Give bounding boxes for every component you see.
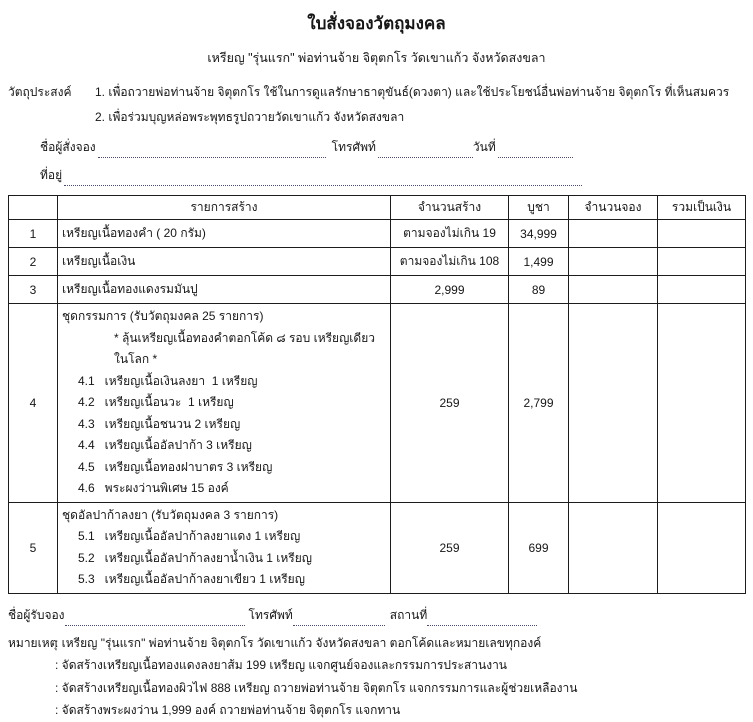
- item-title-line: ชุดกรรมการ (รับวัตถุมงคล 25 รายการ): [62, 309, 264, 323]
- note-text-3: : จัดสร้างเหรียญเนื้อทองผิวไฟ 888 เหรียญ ถวายพ่อท่านจ้าย จิตุตกโร แจกกรรมการและผู้ช่วยเหลืองาน: [55, 680, 578, 695]
- header-total-amount: รวมเป็นเงิน: [658, 196, 746, 220]
- header-quantity-ordered: จำนวนจอง: [569, 196, 658, 220]
- page-subtitle: เหรียญ "รุ่นแรก" พ่อท่านจ้าย จิตุตกโร วัดเขาแก้ว จังหวัดสงขลา: [207, 51, 546, 65]
- quantity-made-cell: ตามจองไม่เกิน 108: [391, 248, 509, 276]
- item-title-line: เหรียญเนื้อเงิน: [62, 253, 136, 268]
- purpose-item-1: 1. เพื่อถวายพ่อท่านจ้าย จิตุตกโร ใช้ในการดูแลรักษาธาตุขันธ์(ดวงตา) และใช้ประโยชน์อื่นพ่อท่านจ้าย จิตุตกโร ที่เห็นสมควร: [95, 85, 730, 99]
- receiver-name-label: ชื่อผู้รับจอง: [8, 607, 65, 622]
- receiver-phone-label: โทรศัพท์: [248, 607, 293, 622]
- note-row-2: [8, 654, 745, 677]
- item-sub-line: 5.3 เหรียญเนื้ออัลปาก้าลงยาเขียว 1 เหรียญ: [78, 572, 305, 586]
- orderer-line: [40, 136, 745, 158]
- orderer-name-label: ชื่อผู้สั่งจอง: [40, 140, 96, 154]
- notes-section: [8, 632, 745, 722]
- row-number-cell: 1: [9, 220, 58, 248]
- header-quantity-made: จำนวนสร้าง: [391, 196, 509, 220]
- table-header-row: [9, 196, 746, 220]
- note-text-1: : เหรียญ "รุ่นแรก" พ่อท่านจ้าย จิตุตกโร วัดเขาแก้ว จังหวัดสงขลา ตอกโค้ดและหมายเลขทุกองค์: [55, 635, 542, 650]
- item-sub-line: 5.2 เหรียญเนื้ออัลปาก้าลงยาน้ำเงิน 1 เหรียญ: [78, 550, 312, 565]
- item-sub-line: 4.5 เหรียญเนื้อทองฝาบาตร 3 เหรียญ: [78, 459, 273, 474]
- header-price: บูชา: [509, 196, 569, 220]
- item-description-cell: [58, 304, 391, 503]
- item-sub-line: 4.2 เหรียญเนื้อนวะ 1 เหรียญ: [78, 395, 234, 409]
- purpose-items: [95, 80, 729, 130]
- item-title-line: ชุดอัลปาก้าลงยา (รับวัตถุมงคล 3 รายการ): [62, 507, 279, 522]
- item-description-cell: [58, 502, 391, 593]
- receiver-phone-field[interactable]: [293, 610, 385, 626]
- receiver-place-label: สถานที่: [389, 607, 428, 622]
- item-description-cell: [58, 276, 391, 304]
- row-number-cell: 2: [9, 248, 58, 276]
- row-number-cell: 3: [9, 276, 58, 304]
- row-number-cell: 4: [9, 304, 58, 503]
- total-amount-cell[interactable]: [658, 304, 746, 503]
- item-description-cell: [58, 220, 391, 248]
- purpose-item-2: 2. เพื่อร่วมบุญหล่อพระพุทธรูปถวายวัดเขาแก้ว จังหวัดสงขลา: [95, 110, 405, 124]
- table-row: [9, 304, 746, 503]
- price-cell: 699: [509, 502, 569, 593]
- order-table-body: [9, 220, 746, 594]
- table-row: [9, 220, 746, 248]
- header-item: รายการสร้าง: [58, 196, 391, 220]
- price-cell: 34,999: [509, 220, 569, 248]
- orderer-date-label: วันที่: [472, 140, 496, 154]
- item-sub-line: 4.4 เหรียญเนื้ออัลปาก้า 3 เหรียญ: [78, 438, 252, 452]
- item-title-line: เหรียญเนื้อทองคำ ( 20 กรัม): [62, 225, 206, 240]
- price-cell: 1,499: [509, 248, 569, 276]
- orderer-phone-label: โทรศัพท์: [331, 140, 376, 154]
- quantity-made-cell: 259: [391, 502, 509, 593]
- price-cell: 2,799: [509, 304, 569, 503]
- note-text-2: : จัดสร้างเหรียญเนื้อทองแดงลงยาส้ม 199 เหรียญ แจกศูนย์จองและกรรมการประสานงาน: [55, 658, 508, 672]
- quantity-ordered-cell[interactable]: [569, 248, 658, 276]
- total-amount-cell[interactable]: [658, 248, 746, 276]
- quantity-made-cell: 259: [391, 304, 509, 503]
- orderer-phone-field[interactable]: [378, 142, 473, 158]
- item-title-line: เหรียญเนื้อทองแดงรมมันปู: [62, 281, 198, 296]
- note-text-4: : จัดสร้างพระผงว่าน 1,999 องค์ ถวายพ่อท่านจ้าย จิตุตกโร แจกทาน: [55, 703, 401, 717]
- quantity-ordered-cell[interactable]: [569, 276, 658, 304]
- purpose-section: [8, 80, 745, 130]
- item-description-cell: [58, 248, 391, 276]
- address-label: ที่อยู่: [40, 168, 63, 182]
- item-sub-line: 4.3 เหรียญเนื้อชนวน 2 เหรียญ: [78, 416, 241, 431]
- quantity-made-cell: ตามจองไม่เกิน 19: [391, 220, 509, 248]
- quantity-ordered-cell[interactable]: [569, 220, 658, 248]
- page-title: ใบสั่งจองวัตถุมงคล: [307, 14, 446, 33]
- row-number-cell: 5: [9, 502, 58, 593]
- quantity-made-cell: 2,999: [391, 276, 509, 304]
- table-row: [9, 248, 746, 276]
- order-table: [8, 195, 746, 594]
- item-sub-line: 4.1 เหรียญเนื้อเงินลงยา 1 เหรียญ: [78, 373, 258, 388]
- notes-label: หมายเหตุ: [8, 635, 58, 650]
- quantity-ordered-cell[interactable]: [569, 304, 658, 503]
- total-amount-cell[interactable]: [658, 276, 746, 304]
- table-row: [9, 502, 746, 593]
- item-highlight-line: * ลุ้นเหรียญเนื้อทองคำตอกโค้ด ๘ รอบ เหรียญเดียวในโลก *: [114, 330, 375, 366]
- orderer-name-field[interactable]: [98, 142, 326, 158]
- item-sub-line: 4.6 พระผงว่านพิเศษ 15 องค์: [78, 481, 229, 495]
- item-sub-line: 5.1 เหรียญเนื้ออัลปาก้าลงยาแดง 1 เหรียญ: [78, 529, 301, 543]
- note-row-3: [8, 677, 745, 700]
- table-row: [9, 276, 746, 304]
- quantity-ordered-cell[interactable]: [569, 502, 658, 593]
- receiver-place-field[interactable]: [427, 610, 537, 626]
- receiver-line: [8, 604, 745, 626]
- note-row-4: [8, 699, 745, 722]
- total-amount-cell[interactable]: [658, 502, 746, 593]
- receiver-name-field[interactable]: [65, 610, 245, 626]
- price-cell: 89: [509, 276, 569, 304]
- orderer-date-field[interactable]: [498, 142, 573, 158]
- purpose-label: วัตถุประสงค์: [8, 85, 72, 99]
- address-line: [40, 164, 745, 186]
- note-row-1: [8, 632, 745, 655]
- total-amount-cell[interactable]: [658, 220, 746, 248]
- header-row-number: [9, 196, 58, 220]
- address-field[interactable]: [64, 170, 582, 186]
